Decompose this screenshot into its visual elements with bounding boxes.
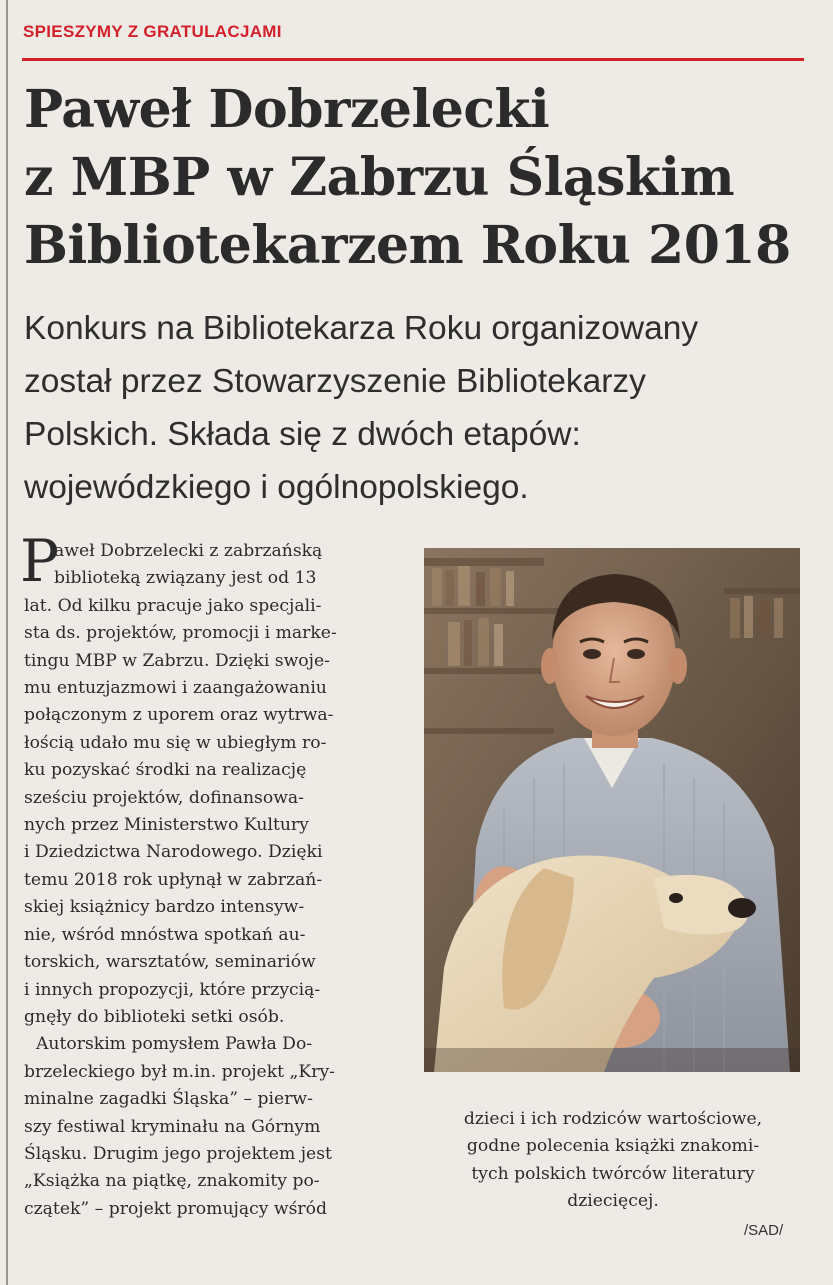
lead-line: Polskich. Składa się z dwóch etapów: (24, 416, 581, 453)
body-line: szy festiwal kryminału na Górnym (24, 1116, 321, 1137)
body-line: mu entuzjazmowi i zaangażowaniu (24, 678, 327, 699)
body-line: i Dziedzictwa Narodowego. Dzięki (24, 842, 323, 863)
body-line: brzeleckiego był m.in. projekt „Kry- (24, 1061, 335, 1082)
body-line: temu 2018 rok upłynął w zabrzań- (24, 869, 323, 890)
headline-line: Bibliotekarzem Roku 2018 (24, 215, 791, 276)
body-line: Autorskim pomysłem Pawła Do- (36, 1034, 313, 1055)
body-line: gnęły do biblioteki setki osób. (24, 1006, 285, 1027)
column-rule (6, 0, 8, 1285)
body-line: ku pozyskać środki na realizację (24, 760, 307, 781)
author-credit: /SAD/ (744, 1222, 784, 1239)
body-line: tingu MBP w Zabrzu. Dzięki swoje- (24, 650, 330, 671)
paragraph-2 (24, 1031, 394, 1223)
body-line: dziecięcej. (567, 1191, 659, 1212)
headline-line: z MBP w Zabrzu Śląskim (24, 147, 735, 208)
body-line: nie, wśród mnóstwa spotkań au- (24, 924, 306, 945)
body-line: „Książka na piątkę, znakomity po- (24, 1171, 320, 1192)
body-line: czątek” – projekt promujący wśród (24, 1198, 327, 1219)
body-line: i innych propozycji, które przycią- (24, 979, 321, 1000)
body-line: skiej książnicy bardzo intensyw- (24, 897, 305, 918)
article-body-left (20, 527, 394, 1223)
body-line: dzieci i ich rodziców wartościowe, (463, 1109, 763, 1129)
body-line: godne polecenia książki znakomi- (466, 1136, 760, 1157)
body-line: lat. Od kilku pracuje jako specjali- (24, 595, 322, 616)
body-line: aweł Dobrzelecki z zabrzańską (54, 541, 323, 561)
lead-line: wojewódzkiego i ogólnopolskiego. (24, 469, 529, 506)
paragraph-1 (20, 527, 394, 1031)
article-body-right (418, 1106, 808, 1216)
body-line: Śląsku. Drugim jego projektem jest (24, 1143, 332, 1164)
lead-line: Konkurs na Bibliotekarza Roku organizowany (24, 310, 699, 347)
body-line: sześciu projektów, dofinansowa- (24, 787, 304, 808)
man-with-dog-illustration (424, 548, 800, 1072)
kicker-underline (22, 58, 804, 61)
headline (24, 76, 824, 280)
body-line: biblioteką związany jest od 13 (54, 568, 317, 589)
lead-line: został przez Stowarzyszenie Bibliotekarzy (24, 363, 646, 400)
body-line: nych przez Ministerstwo Kultury (24, 815, 309, 836)
lead-paragraph (24, 302, 814, 514)
headline-line: Paweł Dobrzelecki (24, 79, 550, 140)
body-line: sta ds. projektów, promocji i marke- (24, 623, 337, 644)
body-line: łością udało mu się w ubiegłym ro- (24, 732, 327, 753)
section-kicker: SPIESZYMY Z GRATULACJAMI (23, 22, 282, 41)
drop-cap: P (20, 527, 60, 595)
body-line: połączonym z uporem oraz wytrwa- (24, 705, 334, 726)
body-line: torskich, warsztatów, seminariów (24, 952, 316, 973)
body-line: minalne zagadki Śląska” – pierw- (24, 1089, 313, 1110)
portrait-photo (424, 548, 800, 1072)
body-line: tych polskich twórców literatury (471, 1163, 755, 1184)
